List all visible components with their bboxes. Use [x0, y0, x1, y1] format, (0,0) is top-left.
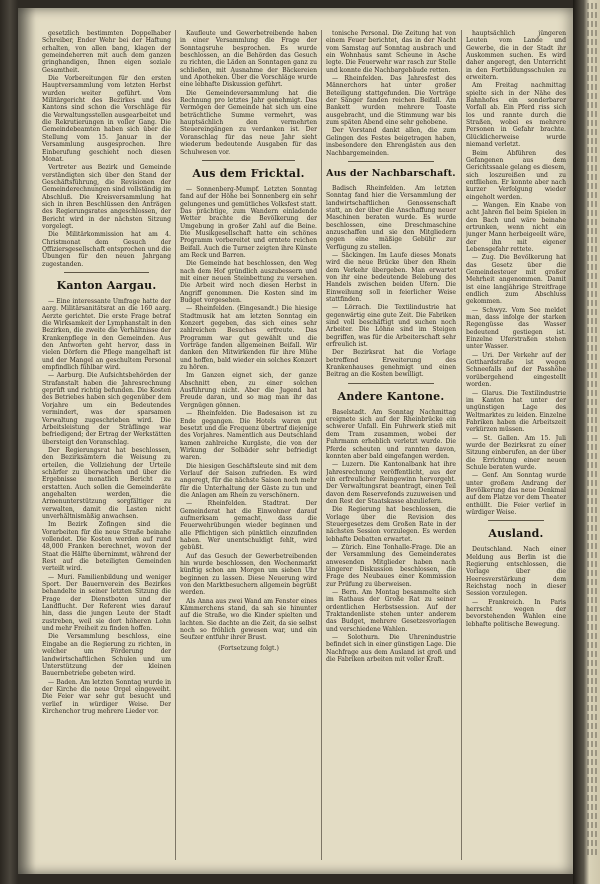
column-rule [321, 30, 322, 860]
paragraph: Der Bezirksrat hat die Vorlage betreffend Erweiterung des Krankenhauses genehmigt und einen Beitrag an die Kosten bewilligt. [326, 349, 456, 379]
adjacent-page-text-line [587, 399, 598, 405]
column-rule [461, 30, 462, 860]
adjacent-page-text-line [587, 138, 598, 144]
paragraph: Die Militärkommission hat am 4. Christmonat dem Gesuch der Offiziersgesellschaft entsprochen und die Übungen für den neuen Jahrgang zugestanden. [42, 231, 171, 268]
adjacent-page-text-line [587, 30, 598, 36]
section-divider [348, 161, 434, 162]
adjacent-page-text-line [587, 147, 598, 153]
adjacent-page-text-line [587, 210, 598, 216]
spine-shadow [18, 8, 36, 874]
adjacent-page-text-line [587, 678, 598, 684]
paragraph: — Muri. Familienbildung und weniger Sport. Der Bauernverein des Bezirkes behandelte in seiner letzten Sitzung die Frage der Dienstboten und der Landflucht. Der Referent wies darauf hin, dass die jungen Leute der Stadt zustreben, weil sie dort höheren Lohn und mehr Freiheit zu finden hoffen. [42, 573, 171, 633]
adjacent-page-text-line [587, 741, 598, 747]
paragraph: — Frankreich. In Paris herrscht wegen der bevorstehenden Wahlen eine lebhafte politische Bewegung. [466, 598, 566, 628]
adjacent-page-text-line [587, 48, 598, 54]
adjacent-page-text-line [587, 174, 598, 180]
paragraph: — Genf. Am Sonntag wurde unter großem Andrang der Bevölkerung das neue Denkmal auf dem Platze vor dem Theater enthüllt. Die Feier verlief in würdiger Weise. [466, 472, 566, 516]
adjacent-page-text-line [587, 417, 598, 423]
adjacent-page-text-line [587, 651, 598, 657]
adjacent-page-text-line [587, 840, 598, 846]
paragraph: Der Regierungsrat hat beschlossen, den Bezirksämtern die Weisung zu erteilen, die Vollziehung der Urteile schärfer zu überwachen und über die Ergebnisse monatlich Bericht zu erstatten. Auch sollen die Gemeinderäte angehalten werden, die Armenunterstützung sorgfältiger zu verwalten, damit die Lasten nicht unverhältnismäßig anwachsen. [42, 446, 171, 520]
newspaper-page [18, 8, 573, 874]
paragraph: — Zürich. Eine Tonhalle-Frage. Die an der Versammlung des Gemeinderates anwesenden Mitglieder haben nach längerer Diskussion beschlossen, die Frage des Neubaues einer Kommission zur Prüfung zu überweisen. [326, 543, 456, 588]
adjacent-page-text-line [587, 129, 598, 135]
paragraph: gesetzlich bestimmten Doppelhaber Schreiber, Ender Wehr bei der Haftung erhalten, von allen bang, klagen der gemeindeherren mit auch dem ganzen gringhandigen, Ihnen eigen soziale Gesamtheit. [42, 30, 171, 74]
column-2 [180, 30, 317, 862]
adjacent-page-text-line [587, 462, 598, 468]
adjacent-page-text-line [587, 390, 598, 396]
paragraph: Die Gemeinde hat beschlossen, den Weg nach dem Hof gründlich auszubessern und mit einer neuen Steinbettung zu versehen. Die Arbeit wird noch diesen Herbst in Angriff genommen. Die Kosten sind im Budget vorgesehen. [180, 260, 317, 304]
paragraph: — Lörrach. Die Textilindustrie hat gegenwärtig eine gute Zeit. Die Fabriken sind voll beschäftigt und suchen noch Arbeiter. Die Löhne sind im Steigen begriffen, was für die Arbeiterschaft sehr erfreulich ist. [326, 304, 456, 349]
adjacent-page-text-line [587, 282, 598, 288]
adjacent-page-text-line [587, 588, 598, 594]
continuation-note: (Fortsetzung folgt.) [218, 644, 279, 652]
headline-aus-der-nachbarschaft: Aus der Nachbarschaft. [326, 167, 456, 179]
section-divider [64, 272, 149, 273]
paragraph: — Baden. Am letzten Sonntag wurde in der Kirche die neue Orgel eingeweiht. Die Feier war sehr gut besucht und verlief in würdiger Weise. Der Kirchenchor trug mehrere Lieder vor. [42, 678, 171, 715]
paragraph: — Uri. Der Verkehr auf der Gotthardstraße ist wegen Schneefalls auf der Passhöhe vorübergehend eingestellt worden. [466, 351, 566, 389]
adjacent-page-text-line [587, 219, 598, 225]
adjacent-page-text-line [587, 660, 598, 666]
adjacent-page-text-line [587, 291, 598, 297]
paragraph: Der Vorstand dankt allen, die zum Gelingen des Festes beigetragen haben, insbesondere den Ehrengästen aus den Nachbargemeinden. [326, 127, 456, 157]
adjacent-page-text-line [587, 579, 598, 585]
adjacent-page-text-line [587, 849, 598, 855]
paragraph: Die hiesigen Geschäftsleute sind mit dem Verlauf der Saison zufrieden. Es wird angeregt, für die nächste Saison noch mehr für die Unterhaltung der Gäste zu tun und die Anlagen am Rhein zu verschönern. [180, 462, 317, 499]
paragraph: Die Versammlung beschloss, eine Eingabe an die Regierung zu richten, in welcher um Förderung der landwirtschaftlichen Schulen und um Unterstützung der kleinen Bauernbetriebe gebeten wird. [42, 633, 171, 678]
adjacent-page-text-line [587, 804, 598, 810]
adjacent-page-text-line [587, 786, 598, 792]
adjacent-page-text-line [587, 3, 598, 9]
adjacent-page-text-line [587, 795, 598, 801]
adjacent-page-text-line [587, 75, 598, 81]
headline-aus-dem-fricktal: Aus dem Fricktal. [192, 166, 305, 180]
paragraph: — Rheinfelden. Die Badesaison ist zu Ende gegangen. Die Hotels waren gut besetzt und die Frequenz übertraf diejenige des Vorjahres. Namentlich aus Deutschland kamen zahlreiche Kurgäste, die von der Wirkung der Solbäder sehr befriedigt waren. [180, 410, 317, 462]
paragraph: Die Gemeindeversammlung hat die Rechnung pro letztes Jahr genehmigt. Das Vermögen der Gemeinde hat sich um eine beträchtliche Summe vermehrt, was hauptsächlich den vermehrten Steuereingängen zu verdanken ist. Der Voranschlag für das neue Jahr sieht wiederum bedeutende Ausgaben für das Schulwesen vor. [180, 89, 317, 156]
adjacent-page-text-line [587, 480, 598, 486]
paragraph: — St. Gallen. Am 15. Juli wurde der Bezirksrat zu einer Sitzung einberufen, an der über die Errichtung einer neuen Schule beraten wurde. [466, 434, 566, 471]
adjacent-page-text-line [587, 363, 598, 369]
adjacent-page-text-line [587, 453, 598, 459]
adjacent-page-text-line [587, 237, 598, 243]
adjacent-page-text-line [587, 201, 598, 207]
adjacent-page-text-line [587, 318, 598, 324]
adjacent-page-text-line [587, 408, 598, 414]
adjacent-page-text-line [587, 714, 598, 720]
paragraph: — Rheinfelden. Stadtrat. Der Gemeinderat hat die Einwohner darauf aufmerksam gemacht, dass die Feuerwehrübungen wieder beginnen und alle Pflichtigen sich pünktlich einzufinden haben. Wer unentschuldigt fehlt, wird gebüßt. [180, 500, 317, 552]
adjacent-page-text-line [587, 57, 598, 63]
adjacent-page-text-line [587, 246, 598, 252]
adjacent-page-text-line [587, 192, 598, 198]
adjacent-page-text-line [587, 705, 598, 711]
adjacent-page-text-line [587, 768, 598, 774]
paragraph: Auf das Gesuch der Gewerbetreibenden hin wurde beschlossen, den Wochenmarkt künftig schon am Morgen um sieben Uhr beginnen zu lassen. Diese Neuerung wird von den Marktbesuchern allgemein begrüßt werden. [180, 552, 317, 597]
adjacent-page-text-line [587, 552, 598, 558]
adjacent-page-text-line [587, 336, 598, 342]
adjacent-page-text-line [587, 543, 598, 549]
adjacent-page-text-line [587, 228, 598, 234]
adjacent-page-text-line [587, 723, 598, 729]
adjacent-page-text-line [587, 813, 598, 819]
paragraph: — Aarburg. Die Aufsichtsbehörden der Strafanstalt haben die Jahresrechnung geprüft und richtig befunden. Die Kosten des Betriebes haben sich gegenüber dem Vorjahre um ein Bedeutendes vermindert, was der sparsamen Verwaltung zugeschrieben wird. Die Arbeitsleistung der Sträflinge war befriedigend; der Ertrag der Werkstätten übersteigt den Voranschlag. [42, 372, 171, 446]
adjacent-page-text-line [587, 624, 598, 630]
paragraph: Badisch Rheinfelden. Am letzten Sonntag fand hier die Versammlung der landwirtschaftlichen Genossenschaft statt, an der über die Anschaffung neuer Maschinen beraten wurde. Es wurde beschlossen, eine Dreschmaschine anzuschaffen und sie den Mitgliedern gegen eine mäßige Gebühr zur Verfügung zu stellen. [326, 184, 456, 251]
adjacent-page-text-line [587, 471, 598, 477]
adjacent-page-text-line [587, 525, 598, 531]
paragraph: Am Freitag nachmittag spielte sich in der Nähe des Bahnhofes ein sonderbarer Vorfall ab. Ein Pferd riss sich los und rannte durch die Straßen, wobei es mehrere Personen in Gefahr brachte. Glücklicherweise wurde niemand verletzt. [466, 82, 566, 149]
adjacent-page-text-line [587, 444, 598, 450]
paragraph: — Zug. Die Bevölkerung hat das Gesetz über die Gemeindesteuer mit großer Mehrheit angenommen. Damit ist eine langjährige Streitfrage endlich zum Abschluss gekommen. [466, 254, 566, 306]
adjacent-page-text-line [587, 183, 598, 189]
adjacent-page-text-line [587, 489, 598, 495]
adjacent-page-text-line [587, 102, 598, 108]
section-divider [348, 383, 434, 384]
column-3 [326, 30, 456, 862]
adjacent-page-text-line [587, 345, 598, 351]
paragraph: Im Ganzen eignet sich, der ganze Abschnitt eben, zu einer solchen Ausführung nicht. Aber die Jugend hat Freude daran, und so mag man ihr das Vergnügen gönnen. [180, 372, 317, 409]
paragraph: — Sonnenberg-Mumpf. Letzten Sonntag fand auf der Höhe bei Sonnenberg ein sehr gelungenes und gemütliches Volksfest statt. Das prächtige, zum Wandern einladende Wetter brachte die Bevölkerung der Umgebung in großer Zahl auf die Beine. Die Musikgesellschaft hatte ein schönes Programm vorbereitet und erntete reichen Beifall. Auch die Turner zeigten ihre Künste am Reck und Barren. [180, 185, 317, 259]
adjacent-page-text-line [587, 597, 598, 603]
paragraph: Die Vorbereitungen für den ersten Hauptversammlung vom letzten Herbst wurden weiter geführt. Vom Militärgericht des Bezirkes und des Kantons sind schon die Vorschläge für die Verwaltungsstellen ausgearbeitet und die Rekrutierungen in voller Gang. Die Gemeindebeamten haben sich über die Stellung vom 15. Januar in der Versammlung ausgesprochen. Ihre Einberufung geschieht noch diesen Monat. [42, 75, 171, 163]
adjacent-page-text-line [587, 642, 598, 648]
adjacent-page-text-line [587, 21, 598, 27]
paragraph: — Rheinfelden. Das Jahresfest des Männerchors hat unter großer Beteiligung stattgefunden. Die Vorträge der Sänger fanden reichen Beifall. Am Bankett wurden mehrere Toaste ausgebracht, und die Stimmung war bis zum späten Abend eine sehr gehobene. [326, 75, 456, 127]
adjacent-page-text-line [587, 606, 598, 612]
headline-kanton-aargau: Kanton Aargau. [56, 279, 157, 292]
column-rule [175, 30, 176, 860]
adjacent-page-text-line [587, 687, 598, 693]
adjacent-page-text-line [587, 84, 598, 90]
paragraph: Deutschland. Nach einer Meldung aus Berlin ist die Regierung entschlossen, die Vorlage über die Heeresverstärkung dem Reichstag noch in dieser Session vorzulegen. [466, 546, 566, 598]
adjacent-page-text-line [587, 264, 598, 270]
adjacent-page-text-line [587, 534, 598, 540]
adjacent-page-text-line [587, 300, 598, 306]
adjacent-page-text-line [587, 516, 598, 522]
adjacent-page-text-line [587, 156, 598, 162]
adjacent-page-text-line [587, 615, 598, 621]
paragraph: Beim Abführen des Gefangenen aus dem Gerichtssaale gelang es diesem, sich loszureißen und zu entfliehen. Er konnte aber nach kurzer Verfolgung wieder eingeholt werden. [466, 149, 566, 201]
adjacent-page-text-line [587, 120, 598, 126]
adjacent-page-text-line [587, 309, 598, 315]
column-4 [466, 30, 566, 862]
adjacent-page-text-line [587, 111, 598, 117]
section-divider [488, 520, 544, 521]
adjacent-page-text-line [587, 435, 598, 441]
adjacent-page-text-line [587, 165, 598, 171]
adjacent-page-text-line [587, 822, 598, 828]
adjacent-page-text-line [587, 507, 598, 513]
adjacent-page-text-line [587, 633, 598, 639]
paragraph: tonische Personal. Die Zeitung hat von einem Feuer berichtet, das in der Nacht vom Samstag auf Sonntag ausbrach und ein Wohnhaus samt Scheune in Asche legte. Die Feuerwehr war rasch zur Stelle und konnte die Nachbargebäude retten. [326, 30, 456, 74]
adjacent-page-text-line [587, 426, 598, 432]
adjacent-page-text-line [587, 831, 598, 837]
paragraph: Die Regierung hat beschlossen, die Vorlage über die Revision des Steuergesetzes dem Großen Rate in der nächsten Session vorzulegen. Es werden lebhafte Debatten erwartet. [326, 506, 456, 543]
adjacent-page-text-line [587, 93, 598, 99]
adjacent-page-text-line [587, 777, 598, 783]
adjacent-page-text-line [587, 561, 598, 567]
paragraph: — Schwyz. Vom See meldet man, dass infolge der starken Regengüsse das Wasser bedeutend gestiegen ist. Einzelne Uferstraßen stehen unter Wasser. [466, 306, 566, 351]
paragraph: hauptsächlich jüngeren Leuten vom Lande und Gewerbe, die in der Stadt ihr Auskommen suchen. Es wird daher angeregt, den Unterricht in den Fortbildungsschulen zu erweitern. [466, 30, 566, 82]
adjacent-page-text-line [587, 759, 598, 765]
paragraph: — Bern. Am Montag besammelte sich im Rathaus der Große Rat zu seiner ordentlichen Herbstsession. Auf der Traktandenliste stehen unter anderem das Budget, mehrere Gesetzesvorlagen und verschiedene Wahlen. [326, 589, 456, 633]
paragraph: — Eine interessante Umfrage hatte der aarg. Militärsanitätsrat an die 160 aarg. Aerzte gerichtet. Die erste Frage betraf die Wirksamkeit der Lymphanstalt in den Bezirken, die zweite die Verhältnisse der Krankenpflege in den Gemeinden. Aus den Antworten geht hervor, dass in vielen Dörfern die Pflege mangelhaft ist und der Mangel an geschultem Personal empfindlich fühlbar wird. [42, 298, 171, 372]
adjacent-page-text-line [587, 750, 598, 756]
adjacent-page-text-line [587, 696, 598, 702]
adjacent-page-text-line [587, 732, 598, 738]
paragraph: — Säckingen. Im Laufe dieses Monats wird die neue Brücke über den Rhein dem Verkehr übergeben. Man erwartet von ihr eine bedeutende Belebung des Handels zwischen beiden Ufern. Die Einweihung soll in feierlicher Weise stattfinden. [326, 251, 456, 303]
adjacent-page-text-line [587, 273, 598, 279]
paragraph: — Luzern. Die Kantonalbank hat ihre Jahresrechnung veröffentlicht, aus der ein erfreulicher Reingewinn hervorgeht. Der Verwaltungsrat beantragt, einen Teil davon dem Reservefonds zuzuweisen und den Rest der Staatskasse abzuliefern. [326, 461, 456, 505]
adjacent-page-edge [573, 0, 600, 884]
paragraph: — Rheinfelden. (Eingesandt.) Die hiesige Stadtmusik hat am letzten Sonntag ein Konzert gegeben, das sich eines sehr zahlreichen Besuches erfreute. Das Programm war gut gewählt und die Vorträge fanden allgemeinen Beifall. Wir danken den Mitwirkenden für ihre Mühe und hoffen, bald wieder ein solches Konzert zu hören. [180, 305, 317, 372]
adjacent-page-text-line [587, 498, 598, 504]
adjacent-page-text-line [587, 669, 598, 675]
adjacent-page-text-line [587, 12, 598, 18]
paragraph: — Wangen. Ein Knabe von acht Jahren fiel beim Spielen in den Bach und wäre beinahe ertrunken, wenn nicht ein junger Mann herbeigeeilt wäre, der ihn mit eigener Lebensgefahr rettete. [466, 201, 566, 253]
headline-ausland: Ausland. [488, 527, 544, 541]
column-1 [42, 30, 171, 862]
adjacent-page-text-line [587, 66, 598, 72]
paragraph: Als Anna aus zwei Wand am Fenster eines Kämmerchens stand, da sah sie hinunter auf die Straße, wo die Kinder spielten und lachten. Sie dachte an die Zeit, da sie selbst noch so fröhlich gewesen war, und ein Seufzer entfuhr ihrer Brust. [180, 597, 317, 642]
paragraph: — Glarus. Die Textilindustrie im Kanton hat unter der ungünstigen Lage des Weltmarktes zu leiden. Einzelne Fabriken haben die Arbeitszeit verkürzen müssen. [466, 389, 566, 434]
paragraph: — Solothurn. Die Uhrenindustrie befindet sich in einer günstigen Lage. Die Nachfrage aus dem Ausland ist groß und die Fabriken arbeiten mit voller Kraft. [326, 634, 456, 664]
adjacent-page-text-line [587, 372, 598, 378]
headline-andere-kantone: Andere Kantone. [337, 389, 445, 403]
paragraph: Vertreter aus Bezirk und Gemeinde verständigten sich über den Stand der Geschäftsführung, die Revisionen der Gemeinderechnungen sind vollständig im Abschluß. Die Kreisversammlung hat sich in ihren Beschlüssen den Anträgen des Regierungsrates angeschlossen, der Bericht wird in der nächsten Sitzung vorgelegt. [42, 164, 171, 230]
section-divider [202, 160, 295, 161]
adjacent-page-text-line [587, 570, 598, 576]
paragraph: Kaufleute und Gewerbetreibende haben in einer Versammlung die Frage der Sonntagsruhe besprochen. Es wurde beschlossen, an die Behörden das Gesuch zu richten, die Läden an Sonntagen ganz zu schließen, mit Ausnahme der Bäckereien und Apotheken. Über die Vorschläge wurde eine lebhafte Diskussion geführt. [180, 30, 317, 89]
adjacent-page-text-line [587, 327, 598, 333]
adjacent-page-text-line [587, 354, 598, 360]
paragraph: Baselstadt. Am Sonntag Nachmittag ereignete sich auf der Rheinbrücke ein schwerer Unfall. Ein Fuhrwerk stieß mit dem Tram zusammen, wobei der Fuhrmann erheblich verletzt wurde. Die Pferde scheuten und rannten davon, konnten aber bald eingefangen werden. [326, 408, 456, 460]
adjacent-page-text-line [587, 381, 598, 387]
adjacent-page-text-line [587, 255, 598, 261]
paragraph: Im Bezirk Zofingen sind die Vorarbeiten für die neue Straße beinahe vollendet. Die Kosten werden auf rund 48,000 Franken berechnet, wovon der Staat die Hälfte übernimmt, während der Rest auf die beteiligten Gemeinden verteilt wird. [42, 521, 171, 573]
adjacent-page-text-line [587, 39, 598, 45]
